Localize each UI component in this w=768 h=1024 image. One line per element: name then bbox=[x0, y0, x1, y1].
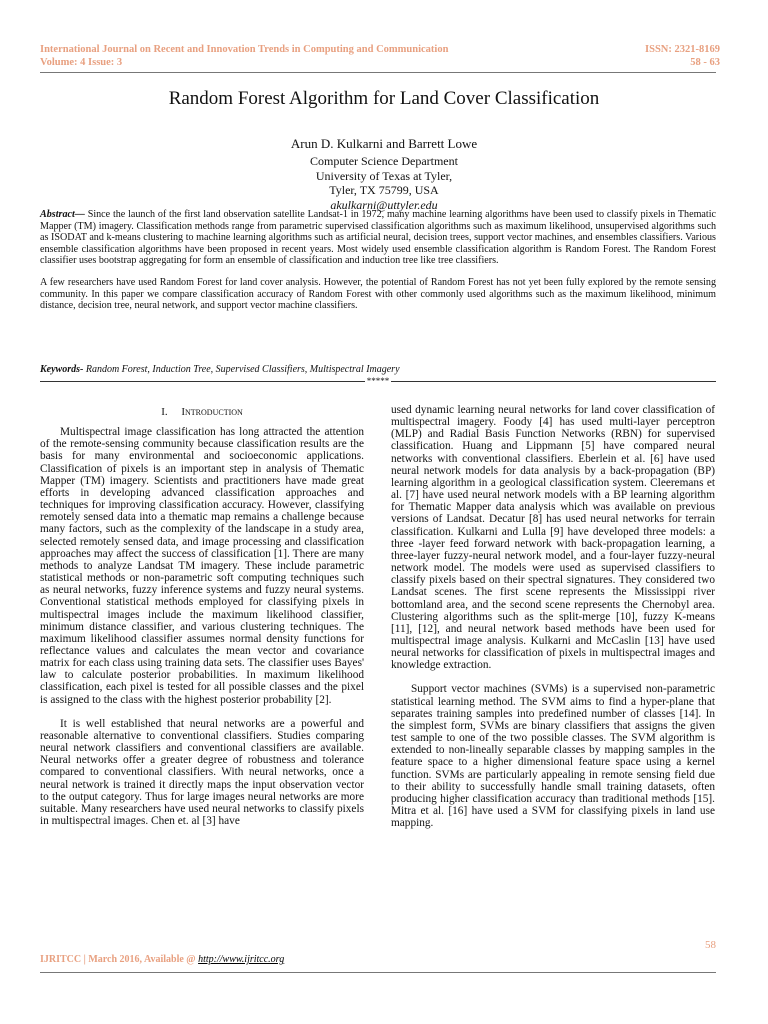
department: Computer Science Department bbox=[310, 154, 458, 168]
email: akulkarni@uttyler.edu bbox=[330, 197, 438, 212]
journal-header bbox=[40, 43, 448, 69]
keywords-text: Random Forest, Induction Tree, Supervised Classifiers, Multispectral Imagery bbox=[85, 364, 400, 375]
footer-text: IJRITCC | March 2016, Available @ bbox=[40, 954, 196, 965]
right-paragraph-1: used dynamic learning neural networks for land cover classification of multispectral imagery. Foody [4] has used multi-layer perceptron (MLP) and Radial Basis Function Networks (RBN) for supervised classification. Huang and Lippmann [5] have compared neural networks with conventional classifiers. Eberlein et al. [6] have used neural network models for data analysis by a back-propagation (BP) learning algorithm in a geological classification system. Cleeremans et al. [7] have used neural network models with a BP learning algorithm for Thematic Mapper data analysis which was available on previous versions of Landsat. Decatur [8] has used neural networks for terrain classification. Kulkarni and Lulla [9] have developed three models: a three -layer feed forward network with back-propagation learning, a three-layer fuzzy-neural network model, and a four-layer fuzzy-neural network model. The models were used as supervised classifiers to classify pixels based on their spectral signatures. They considered two Landsat scenes. The first scene represents the Mississippi river bottomland area, and the second scene represents the Chernobyl area. Clustering algorithms such as the split-merge [10], fuzzy K-means [11], [12], and neural network based methods have been used for multispectral image analysis. Kulkarni and McCaslin [13] have used neural networks for classification of pixels in multispectral images and knowledge extraction. bbox=[391, 404, 715, 672]
journal-volume: Volume: 4 Issue: 3 bbox=[40, 57, 123, 68]
abstract bbox=[40, 209, 716, 322]
footer-link[interactable]: http://www.ijritcc.org bbox=[198, 954, 285, 965]
right-column bbox=[391, 404, 715, 829]
city: Tyler, TX 75799, USA bbox=[329, 183, 439, 197]
separator-line-right bbox=[391, 381, 716, 382]
separator bbox=[40, 376, 716, 387]
abstract-label: Abstract— bbox=[40, 209, 85, 220]
section-heading bbox=[40, 406, 364, 418]
keywords bbox=[40, 364, 716, 376]
separator-line-left bbox=[40, 381, 365, 382]
separator-stars: ***** bbox=[366, 376, 390, 386]
authors: Arun D. Kulkarni and Barrett Lowe bbox=[290, 136, 478, 151]
header-rule bbox=[40, 72, 716, 73]
keywords-label: Keywords- bbox=[40, 364, 84, 375]
section-numeral: I. bbox=[161, 406, 168, 418]
journal-name: International Journal on Recent and Innovation Trends in Computing and Communication bbox=[40, 44, 449, 55]
page-range: 58 - 63 bbox=[690, 57, 720, 68]
abstract-p2: A few researchers have used Random Forest for land cover analysis. However, the potential of Random Forest has not yet been fully explored by the remote sensing community. In this paper we compare classification accuracy of Random Forest with other commonly used algorithms such as the maximum likelihood, minimum distance, decision tree, neural network, and support vector machine classifiers. bbox=[40, 276, 716, 312]
affiliation bbox=[0, 154, 768, 212]
right-paragraph-2: Support vector machines (SVMs) is a supervised non-parametric statistical learning method. The SVM aims to find a hyper-plane that separates training samples into predefined number of classes [14]. In the simplest form, SVMs are binary classifiers that assigns the given test sample to one of the two possible classes. The SVM algorithm is extended to non-lineally separable classes by mapping samples in the feature space to a higher dimensional feature space using a kernel function. SVMs are particularly appealing in remote sensing field due to their ability to successfully handle small training datasets, often producing higher classification accuracy than traditional methods [15]. Mitra et al. [16] have used a SVM for classifying pixels in land use mapping. bbox=[391, 683, 715, 830]
intro-paragraph-2: It is well established that neural networks are a powerful and reasonable alternative to conventional classifiers. Studies comparing neural network classifiers and conventional classifiers are available. Neural networks offer a greater degree of robustness and tolerance compared to conventional classifiers. With neural networks, once a neural network is trained it directly maps the input observation vector to the output category. Thus for large images neural networks are more suitable. Many researchers have used neural networks to classify pixels in multispectral images. Chen et. al [3] have bbox=[40, 717, 364, 827]
footer-rule bbox=[40, 972, 716, 973]
intro-paragraph-1: Multispectral image classification has long attracted the attention of the remote-sensing community because classification results are the basis for many environmental and socioeconomic applications. Classification of pixels is an important step in analysis of Thematic Mapper (TM) imagery. Scientists and practitioners have made great efforts in developing advanced classification approaches and techniques for improving classification accuracy. However, classifying remotely sensed data into a thematic map remains a challenge because many factors, such as the complexity of the landscape in a study area, selected remotely sensed data, and image processing and classification approaches may affect the success of classification [1]. There are many methods to analyze Landsat TM imagery. These include parametric statistical methods or non-parametric soft computing techniques such as neural networks, fuzzy inference systems and fuzzy neural systems. Conventional statistical methods employed for classifying pixels in multispectral images include the maximum likelihood classifier, minimum distance classifier, and various clustering techniques. The maximum likelihood classifier assumes normal density functions for reflectance values and calculates the mean vector and covariance matrix for each class using training data sets. The classifier uses Bayes' law to calculate posterior probabilities. In maximum likelihood classification, each pixel is tested for all possible classes and the pixel is assigned to the class with the highest posterior probability [2]. bbox=[40, 426, 364, 706]
abstract-p1: Since the launch of the first land observation satellite Landsat-1 in 1972, many machine learning algorithms have been used to classify pixels in Thematic Mapper (TM) imagery. Classification methods range from parametric supervised classification algorithms such as maximum likelihood, unsupervised algorithms such as ISODAT and k-means clustering to machine learning algorithms such as artificial neural, decision trees, support vector machines, and ensembles classifiers. Various ensemble classification algorithms have been proposed in recent years. Most widely used ensemble classification algorithm is Random Forest. The Random Forest classifier uses bootstrap aggregating for form an ensemble of classification and induction tree like tree classifiers. bbox=[40, 209, 717, 267]
page-number: 58 bbox=[705, 939, 716, 951]
university: University of Texas at Tyler, bbox=[315, 168, 453, 183]
left-column bbox=[40, 406, 364, 827]
issn-header bbox=[645, 43, 720, 69]
section-title: Introduction bbox=[181, 406, 243, 418]
issn: ISSN: 2321-8169 bbox=[645, 44, 720, 55]
paper-title: Random Forest Algorithm for Land Cover Classification bbox=[168, 88, 600, 109]
footer bbox=[40, 954, 284, 965]
